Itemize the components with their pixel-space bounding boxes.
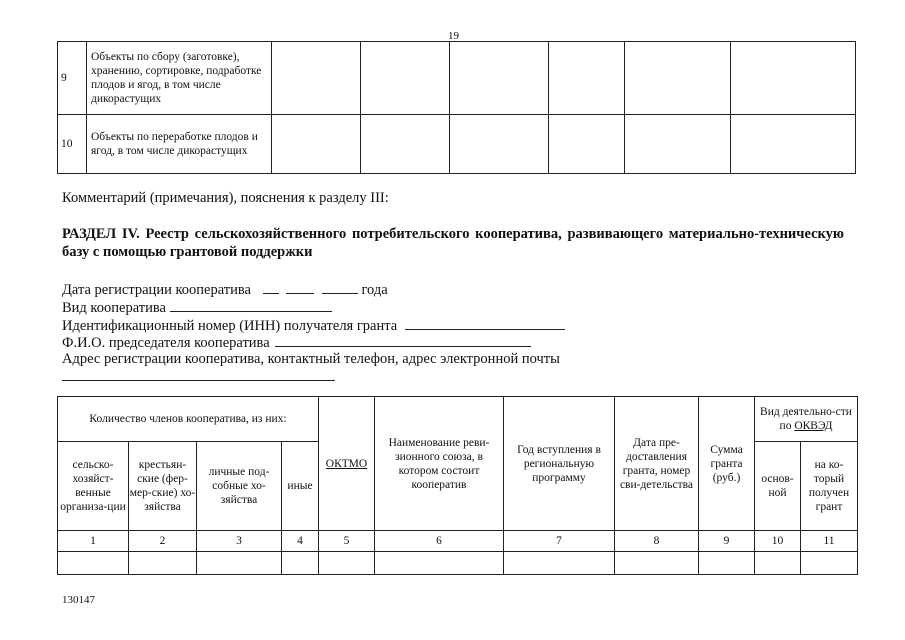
registration-date-line xyxy=(62,281,388,299)
col-number: 4 xyxy=(282,531,319,552)
section-heading: РАЗДЕЛ IV. Реестр сельскохозяйственного потребительского кооператива, развивающего материально-техническую базу с помощью грантовой поддержки xyxy=(62,226,844,260)
registration-date-label: Дата регистрации кооператива xyxy=(62,282,251,298)
table-cell xyxy=(549,115,625,174)
activity-header: Вид деятельно-сти по ОКВЭД xyxy=(755,397,858,442)
coop-type-field[interactable] xyxy=(170,299,332,312)
table-row xyxy=(58,552,858,575)
table-cell[interactable] xyxy=(282,552,319,575)
date-year-field[interactable] xyxy=(322,281,358,294)
header-agri-orgs: сельско-хозяйст-венные организа-ции xyxy=(58,442,129,531)
table-row xyxy=(58,42,856,115)
header-program-year: Год вступления в региональную программу xyxy=(504,397,615,531)
table-cell[interactable] xyxy=(58,552,129,575)
header-oktmo: ОКТМО xyxy=(319,397,375,531)
col-number: 9 xyxy=(699,531,755,552)
table-cell[interactable] xyxy=(615,552,699,575)
table-cell xyxy=(625,115,731,174)
header-other: иные xyxy=(282,442,319,531)
header-household-plots: личные под-собные хо-зяйства xyxy=(197,442,282,531)
col-number: 2 xyxy=(129,531,197,552)
objects-table xyxy=(57,41,856,174)
date-month-field[interactable] xyxy=(286,281,314,294)
chairman-field[interactable] xyxy=(275,334,531,347)
table-cell[interactable] xyxy=(801,552,858,575)
header-row xyxy=(58,397,858,442)
header-main-activity: основ-ной xyxy=(755,442,801,531)
object-name: Объекты по сбору (заготовке), хранению, сортировке, подработке плодов и ягод, в том числе дикорастущих xyxy=(87,42,272,115)
date-day-field[interactable] xyxy=(263,281,279,294)
header-union: Наименование реви-зионного союза, в котором состоит кооператив xyxy=(375,397,504,531)
table-row xyxy=(58,115,856,174)
section-comment: Комментарий (примечания), пояснения к разделу III: xyxy=(62,190,389,206)
table-cell xyxy=(450,115,549,174)
table-cell[interactable] xyxy=(197,552,282,575)
year-word: года xyxy=(361,282,388,298)
members-header: Количество членов кооператива, из них: xyxy=(58,397,319,442)
table-cell xyxy=(272,115,361,174)
col-number: 11 xyxy=(801,531,858,552)
table-cell xyxy=(272,42,361,115)
table-cell[interactable] xyxy=(319,552,375,575)
inn-label: Идентификационный номер (ИНН) получателя гранта xyxy=(62,318,398,334)
address-label: Адрес регистрации кооператива, контактный телефон, адрес электронной почты xyxy=(62,351,560,367)
form-code: 130147 xyxy=(62,594,95,606)
object-name: Объекты по переработке плодов и ягод, в том числе дикорастущих xyxy=(87,115,272,174)
row-number: 9 xyxy=(58,42,87,115)
table-cell xyxy=(549,42,625,115)
table-cell xyxy=(361,42,450,115)
row-number: 10 xyxy=(58,115,87,174)
col-number: 6 xyxy=(375,531,504,552)
table-cell[interactable] xyxy=(699,552,755,575)
table-cell[interactable] xyxy=(129,552,197,575)
table-cell xyxy=(731,115,856,174)
chairman-line xyxy=(62,334,531,352)
inn-line xyxy=(62,317,565,335)
inn-field[interactable] xyxy=(405,317,565,330)
table-cell[interactable] xyxy=(504,552,615,575)
registry-table xyxy=(57,396,858,575)
col-number: 7 xyxy=(504,531,615,552)
header-grant-date: Дата пре-доставления гранта, номер сви-детельства xyxy=(615,397,699,531)
col-number: 3 xyxy=(197,531,282,552)
col-number: 10 xyxy=(755,531,801,552)
table-cell[interactable] xyxy=(755,552,801,575)
numbers-row xyxy=(58,531,858,552)
coop-type-label: Вид кооператива xyxy=(62,300,166,316)
page-number: 19 xyxy=(448,30,459,42)
table-cell xyxy=(450,42,549,115)
col-number: 1 xyxy=(58,531,129,552)
address-field[interactable] xyxy=(62,380,335,381)
table-cell xyxy=(361,115,450,174)
table-cell xyxy=(731,42,856,115)
header-farms: крестьян-ские (фер-мер-ские) хо-зяйства xyxy=(129,442,197,531)
table-cell[interactable] xyxy=(375,552,504,575)
address-line xyxy=(62,351,560,368)
table-cell xyxy=(625,42,731,115)
header-grant-activity: на ко-торый получен грант xyxy=(801,442,858,531)
coop-type-line xyxy=(62,299,332,317)
col-number: 8 xyxy=(615,531,699,552)
col-number: 5 xyxy=(319,531,375,552)
chairman-label: Ф.И.О. председателя кооператива xyxy=(62,335,270,351)
header-grant-sum: Сумма гранта (руб.) xyxy=(699,397,755,531)
